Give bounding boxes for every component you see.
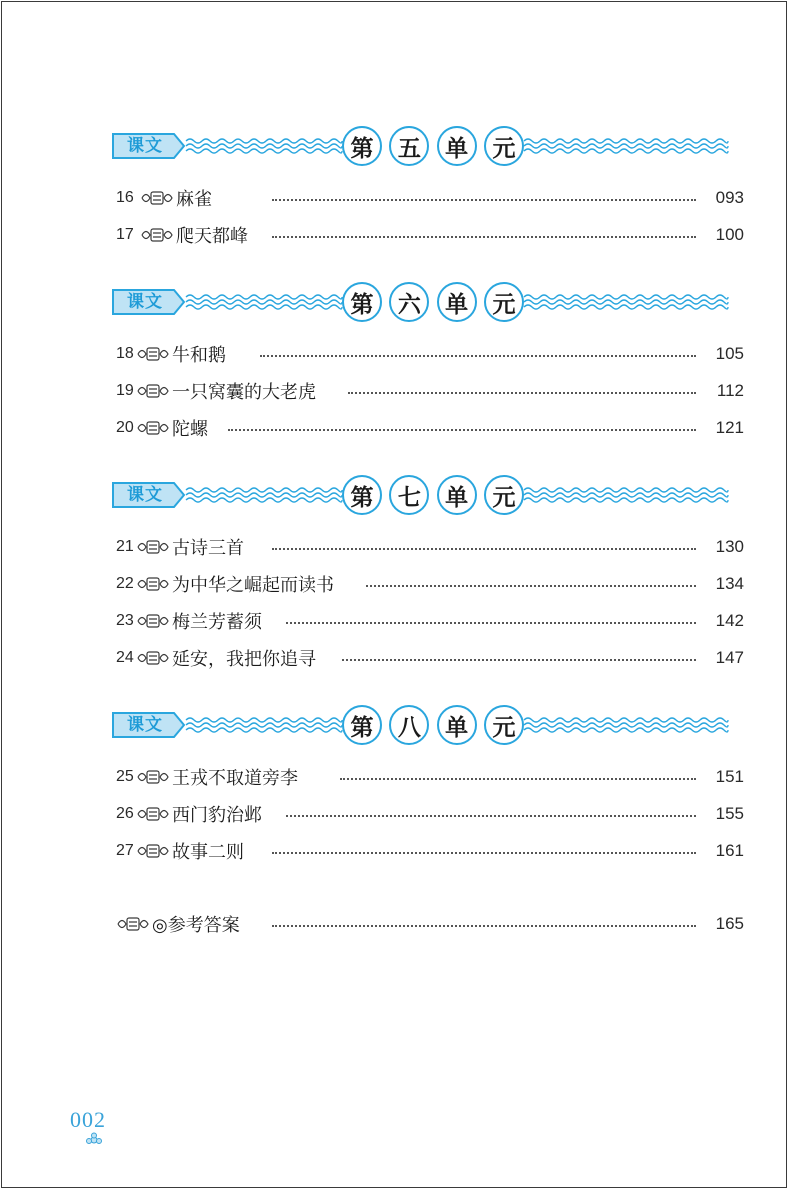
toc-entry[interactable] [116, 801, 744, 827]
unit-title-char: 六 [389, 282, 429, 322]
toc-entry[interactable] [116, 341, 744, 367]
lesson-number: 20 [116, 419, 134, 436]
unit-title-char: 七 [389, 475, 429, 515]
page-number: 134 [715, 574, 744, 593]
unit-tag [110, 481, 186, 509]
lesson-number: 18 [116, 345, 134, 362]
page-number: 155 [715, 804, 744, 823]
flower-icon [84, 1132, 104, 1148]
book-ornament-icon [140, 189, 174, 207]
unit-title-char: 元 [484, 282, 524, 322]
unit-title [342, 121, 524, 171]
lesson-number: 26 [116, 805, 134, 822]
book-ornament-icon [136, 575, 170, 593]
page-number: 121 [715, 418, 744, 437]
lesson-title: 梅兰芳蓄须 [172, 612, 262, 633]
lesson-title: 古诗三首 [172, 538, 244, 559]
book-ornament-icon [136, 842, 170, 860]
page-number: 147 [715, 648, 744, 667]
leader-dots [340, 778, 696, 780]
book-ornament-icon [116, 915, 150, 933]
unit-title-char: 第 [342, 282, 382, 322]
page-number: 161 [715, 841, 744, 860]
lesson-title: 故事二则 [172, 842, 244, 863]
toc-entry[interactable] [116, 415, 744, 441]
leader-dots [342, 659, 696, 661]
lesson-title: 牛和鹅 [172, 345, 226, 366]
lesson-number: 23 [116, 612, 134, 629]
lesson-title: 西门豹治邺 [172, 805, 262, 826]
unit-header-5 [110, 121, 738, 171]
toc-entry[interactable] [116, 378, 744, 404]
leader-dots [348, 392, 696, 394]
lesson-title: 为中华之崛起而读书 [172, 575, 334, 596]
toc-entry[interactable] [116, 534, 744, 560]
lesson-title: 陀螺 [172, 419, 208, 440]
book-ornament-icon [136, 768, 170, 786]
answers-title: ◎参考答案 [152, 915, 240, 936]
unit-title-char: 单 [437, 475, 477, 515]
unit-header-6 [110, 277, 738, 327]
page-number: 093 [715, 188, 744, 207]
book-ornament-icon [136, 649, 170, 667]
unit-tag-label: 课文 [127, 715, 163, 735]
toc-entry[interactable] [116, 838, 744, 864]
lesson-number: 19 [116, 382, 134, 399]
page-number: 151 [715, 767, 744, 786]
unit-title-char: 第 [342, 475, 382, 515]
book-ornament-icon [136, 419, 170, 437]
toc-entry-answers[interactable] [116, 911, 744, 937]
leader-dots [286, 622, 696, 624]
page-number: 112 [716, 381, 744, 400]
leader-dots [272, 852, 696, 854]
toc-entry[interactable] [116, 222, 744, 248]
toc-entry[interactable] [116, 764, 744, 790]
footer-page-number: 002 [70, 1107, 106, 1132]
leader-dots [272, 548, 696, 550]
unit-tag [110, 132, 186, 160]
page-number: 165 [715, 914, 744, 933]
unit-title [342, 277, 524, 327]
leader-dots [366, 585, 696, 587]
unit-tag-label: 课文 [127, 485, 163, 505]
unit-title-char: 八 [389, 705, 429, 745]
toc-entry[interactable] [116, 185, 744, 211]
unit-title-char: 五 [389, 126, 429, 166]
leader-dots [272, 236, 696, 238]
unit-title-char: 第 [342, 705, 382, 745]
lesson-title: 一只窝囊的大老虎 [172, 382, 316, 403]
lesson-number: 22 [116, 575, 134, 592]
unit-title-char: 单 [437, 705, 477, 745]
unit-tag-label: 课文 [127, 136, 163, 156]
unit-header-7 [110, 470, 738, 520]
unit-title-char: 第 [342, 126, 382, 166]
lesson-number: 24 [116, 649, 134, 666]
page-number: 100 [715, 225, 744, 244]
lesson-title: 爬天都峰 [176, 226, 248, 247]
lesson-title: 王戎不取道旁李 [172, 768, 298, 789]
lesson-number: 16 [116, 189, 134, 206]
toc-entry[interactable] [116, 608, 744, 634]
toc-entry[interactable] [116, 645, 744, 671]
page-number: 130 [715, 537, 744, 556]
leader-dots [228, 429, 696, 431]
book-ornament-icon [136, 612, 170, 630]
lesson-title: 麻雀 [176, 189, 212, 210]
unit-title [342, 700, 524, 750]
book-ornament-icon [136, 345, 170, 363]
unit-header-8 [110, 700, 738, 750]
lesson-number: 27 [116, 842, 134, 859]
lesson-number: 21 [116, 538, 134, 555]
leader-dots [272, 199, 696, 201]
lesson-number: 17 [116, 226, 134, 243]
leader-dots [272, 925, 696, 927]
book-ornament-icon [136, 538, 170, 556]
unit-title-char: 元 [484, 705, 524, 745]
book-ornament-icon [136, 382, 170, 400]
leader-dots [286, 815, 696, 817]
page-number: 105 [715, 344, 744, 363]
unit-tag [110, 288, 186, 316]
page-number: 142 [715, 611, 744, 630]
unit-title-char: 元 [484, 475, 524, 515]
toc-entry[interactable] [116, 571, 744, 597]
lesson-title: 延安，我把你追寻 [172, 649, 316, 670]
unit-title-char: 单 [437, 126, 477, 166]
lesson-number: 25 [116, 768, 134, 785]
unit-title-char: 元 [484, 126, 524, 166]
unit-title-char: 单 [437, 282, 477, 322]
book-ornament-icon [140, 226, 174, 244]
unit-tag [110, 711, 186, 739]
book-ornament-icon [136, 805, 170, 823]
unit-title [342, 470, 524, 520]
unit-tag-label: 课文 [127, 292, 163, 312]
leader-dots [260, 355, 696, 357]
